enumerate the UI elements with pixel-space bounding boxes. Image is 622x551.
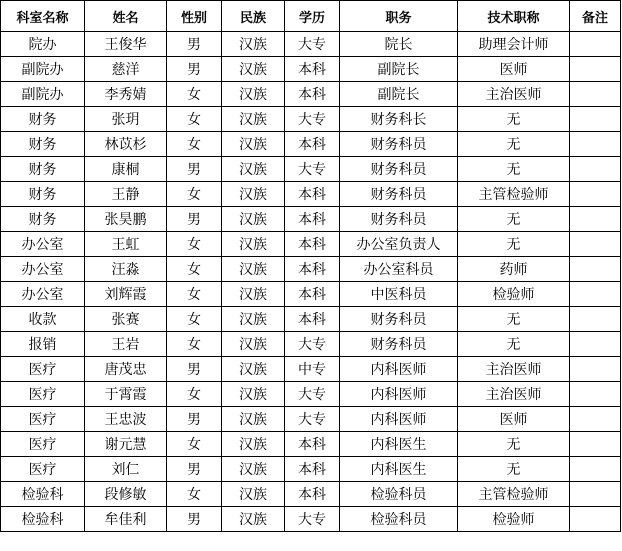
cell-education: 本科 <box>285 207 340 232</box>
table-body <box>1 32 621 532</box>
cell-name: 刘仁 <box>85 457 167 482</box>
cell-position: 财务科员 <box>340 132 458 157</box>
cell-education: 本科 <box>285 232 340 257</box>
cell-position: 内科医师 <box>340 357 458 382</box>
cell-position: 财务科长 <box>340 107 458 132</box>
table-row <box>1 182 621 207</box>
cell-dept: 办公室 <box>1 257 85 282</box>
table-row <box>1 257 621 282</box>
cell-gender: 男 <box>167 207 222 232</box>
cell-gender: 女 <box>167 82 222 107</box>
cell-title: 无 <box>458 432 570 457</box>
cell-position: 检验科员 <box>340 507 458 532</box>
cell-dept: 医疗 <box>1 357 85 382</box>
cell-remarks <box>570 257 621 282</box>
cell-position: 内科医师 <box>340 407 458 432</box>
cell-title: 无 <box>458 107 570 132</box>
header-gender: 性别 <box>167 1 222 32</box>
table-row <box>1 457 621 482</box>
cell-ethnicity: 汉族 <box>222 182 285 207</box>
header-dept: 科室名称 <box>1 1 85 32</box>
cell-dept: 检验科 <box>1 482 85 507</box>
cell-remarks <box>570 432 621 457</box>
cell-position: 副院长 <box>340 82 458 107</box>
cell-remarks <box>570 232 621 257</box>
cell-position: 财务科员 <box>340 332 458 357</box>
table-row <box>1 132 621 157</box>
table-row <box>1 57 621 82</box>
table-row <box>1 107 621 132</box>
cell-education: 大专 <box>285 32 340 57</box>
cell-dept: 医疗 <box>1 407 85 432</box>
cell-remarks <box>570 57 621 82</box>
cell-education: 本科 <box>285 457 340 482</box>
cell-remarks <box>570 407 621 432</box>
cell-ethnicity: 汉族 <box>222 357 285 382</box>
cell-name: 康桐 <box>85 157 167 182</box>
cell-name: 王俊华 <box>85 32 167 57</box>
table-header-row <box>1 1 621 32</box>
cell-position: 内科医生 <box>340 432 458 457</box>
cell-gender: 男 <box>167 507 222 532</box>
cell-education: 大专 <box>285 407 340 432</box>
cell-title: 主治医师 <box>458 357 570 382</box>
header-title: 技术职称 <box>458 1 570 32</box>
cell-name: 唐茂忠 <box>85 357 167 382</box>
cell-remarks <box>570 357 621 382</box>
cell-name: 于霄霞 <box>85 382 167 407</box>
table-row <box>1 207 621 232</box>
cell-position: 中医科员 <box>340 282 458 307</box>
cell-remarks <box>570 107 621 132</box>
cell-title: 主管检验师 <box>458 182 570 207</box>
cell-name: 段修敏 <box>85 482 167 507</box>
cell-name: 刘辉霞 <box>85 282 167 307</box>
cell-dept: 办公室 <box>1 232 85 257</box>
cell-title: 药师 <box>458 257 570 282</box>
table-row <box>1 32 621 57</box>
cell-title: 无 <box>458 157 570 182</box>
cell-dept: 财务 <box>1 182 85 207</box>
header-name: 姓名 <box>85 1 167 32</box>
cell-dept: 财务 <box>1 157 85 182</box>
cell-remarks <box>570 182 621 207</box>
cell-remarks <box>570 32 621 57</box>
table-row <box>1 507 621 532</box>
cell-position: 办公室负责人 <box>340 232 458 257</box>
cell-ethnicity: 汉族 <box>222 307 285 332</box>
cell-ethnicity: 汉族 <box>222 457 285 482</box>
cell-gender: 男 <box>167 457 222 482</box>
cell-name: 汪淼 <box>85 257 167 282</box>
cell-education: 本科 <box>285 482 340 507</box>
cell-dept: 办公室 <box>1 282 85 307</box>
cell-name: 慈洋 <box>85 57 167 82</box>
cell-education: 大专 <box>285 382 340 407</box>
cell-title: 助理会计师 <box>458 32 570 57</box>
cell-education: 大专 <box>285 332 340 357</box>
table-row <box>1 357 621 382</box>
cell-education: 本科 <box>285 82 340 107</box>
cell-remarks <box>570 157 621 182</box>
cell-name: 张赛 <box>85 307 167 332</box>
cell-name: 王静 <box>85 182 167 207</box>
cell-name: 牟佳利 <box>85 507 167 532</box>
cell-title: 检验师 <box>458 507 570 532</box>
cell-ethnicity: 汉族 <box>222 257 285 282</box>
cell-title: 无 <box>458 307 570 332</box>
cell-gender: 女 <box>167 107 222 132</box>
cell-education: 本科 <box>285 182 340 207</box>
cell-remarks <box>570 382 621 407</box>
cell-dept: 财务 <box>1 107 85 132</box>
header-ethnicity: 民族 <box>222 1 285 32</box>
cell-ethnicity: 汉族 <box>222 107 285 132</box>
cell-name: 王岩 <box>85 332 167 357</box>
table-row <box>1 82 621 107</box>
header-education: 学历 <box>285 1 340 32</box>
cell-title: 无 <box>458 457 570 482</box>
cell-position: 院长 <box>340 32 458 57</box>
cell-education: 本科 <box>285 282 340 307</box>
cell-gender: 男 <box>167 57 222 82</box>
table-row <box>1 407 621 432</box>
cell-gender: 女 <box>167 382 222 407</box>
cell-name: 林苡杉 <box>85 132 167 157</box>
cell-education: 本科 <box>285 132 340 157</box>
cell-ethnicity: 汉族 <box>222 57 285 82</box>
table-row <box>1 382 621 407</box>
cell-ethnicity: 汉族 <box>222 482 285 507</box>
cell-gender: 女 <box>167 132 222 157</box>
cell-gender: 女 <box>167 182 222 207</box>
cell-remarks <box>570 332 621 357</box>
cell-ethnicity: 汉族 <box>222 207 285 232</box>
cell-gender: 女 <box>167 332 222 357</box>
cell-title: 无 <box>458 132 570 157</box>
header-position: 职务 <box>340 1 458 32</box>
cell-gender: 女 <box>167 307 222 332</box>
table-row <box>1 232 621 257</box>
cell-ethnicity: 汉族 <box>222 432 285 457</box>
cell-ethnicity: 汉族 <box>222 507 285 532</box>
cell-dept: 报销 <box>1 332 85 357</box>
cell-education: 本科 <box>285 307 340 332</box>
cell-dept: 财务 <box>1 132 85 157</box>
cell-ethnicity: 汉族 <box>222 382 285 407</box>
cell-gender: 女 <box>167 257 222 282</box>
cell-name: 王忠波 <box>85 407 167 432</box>
cell-position: 副院长 <box>340 57 458 82</box>
table-row <box>1 307 621 332</box>
cell-dept: 副院办 <box>1 82 85 107</box>
cell-gender: 女 <box>167 282 222 307</box>
cell-name: 张昊鹏 <box>85 207 167 232</box>
cell-title: 医师 <box>458 407 570 432</box>
cell-remarks <box>570 82 621 107</box>
cell-gender: 女 <box>167 432 222 457</box>
cell-position: 办公室科员 <box>340 257 458 282</box>
cell-title: 检验师 <box>458 282 570 307</box>
cell-ethnicity: 汉族 <box>222 232 285 257</box>
cell-education: 本科 <box>285 432 340 457</box>
cell-dept: 医疗 <box>1 432 85 457</box>
cell-position: 内科医生 <box>340 457 458 482</box>
cell-name: 王虹 <box>85 232 167 257</box>
cell-title: 无 <box>458 207 570 232</box>
cell-gender: 男 <box>167 157 222 182</box>
cell-title: 无 <box>458 332 570 357</box>
cell-gender: 女 <box>167 232 222 257</box>
cell-title: 医师 <box>458 57 570 82</box>
cell-remarks <box>570 207 621 232</box>
cell-name: 张玥 <box>85 107 167 132</box>
table-row <box>1 282 621 307</box>
cell-title: 无 <box>458 232 570 257</box>
cell-dept: 医疗 <box>1 382 85 407</box>
cell-dept: 检验科 <box>1 507 85 532</box>
cell-ethnicity: 汉族 <box>222 282 285 307</box>
cell-name: 谢元慧 <box>85 432 167 457</box>
cell-dept: 院办 <box>1 32 85 57</box>
cell-dept: 收款 <box>1 307 85 332</box>
cell-dept: 副院办 <box>1 57 85 82</box>
cell-title: 主治医师 <box>458 382 570 407</box>
cell-position: 财务科员 <box>340 157 458 182</box>
cell-ethnicity: 汉族 <box>222 82 285 107</box>
cell-position: 内科医师 <box>340 382 458 407</box>
cell-remarks <box>570 282 621 307</box>
cell-remarks <box>570 132 621 157</box>
cell-gender: 女 <box>167 482 222 507</box>
cell-education: 大专 <box>285 157 340 182</box>
cell-gender: 男 <box>167 32 222 57</box>
cell-gender: 男 <box>167 407 222 432</box>
cell-ethnicity: 汉族 <box>222 157 285 182</box>
cell-gender: 男 <box>167 357 222 382</box>
cell-dept: 医疗 <box>1 457 85 482</box>
cell-ethnicity: 汉族 <box>222 407 285 432</box>
cell-position: 财务科员 <box>340 182 458 207</box>
cell-education: 本科 <box>285 257 340 282</box>
cell-remarks <box>570 482 621 507</box>
table-row <box>1 332 621 357</box>
table-row <box>1 157 621 182</box>
cell-remarks <box>570 457 621 482</box>
cell-title: 主管检验师 <box>458 482 570 507</box>
cell-ethnicity: 汉族 <box>222 132 285 157</box>
cell-position: 财务科员 <box>340 207 458 232</box>
cell-position: 检验科员 <box>340 482 458 507</box>
cell-education: 本科 <box>285 57 340 82</box>
cell-position: 财务科员 <box>340 307 458 332</box>
header-remarks: 备注 <box>570 1 621 32</box>
cell-ethnicity: 汉族 <box>222 32 285 57</box>
cell-name: 李秀婧 <box>85 82 167 107</box>
cell-remarks <box>570 307 621 332</box>
cell-title: 主治医师 <box>458 82 570 107</box>
table-row <box>1 432 621 457</box>
cell-dept: 财务 <box>1 207 85 232</box>
cell-education: 大专 <box>285 107 340 132</box>
cell-remarks <box>570 507 621 532</box>
table-row <box>1 482 621 507</box>
cell-education: 大专 <box>285 507 340 532</box>
cell-education: 中专 <box>285 357 340 382</box>
cell-ethnicity: 汉族 <box>222 332 285 357</box>
